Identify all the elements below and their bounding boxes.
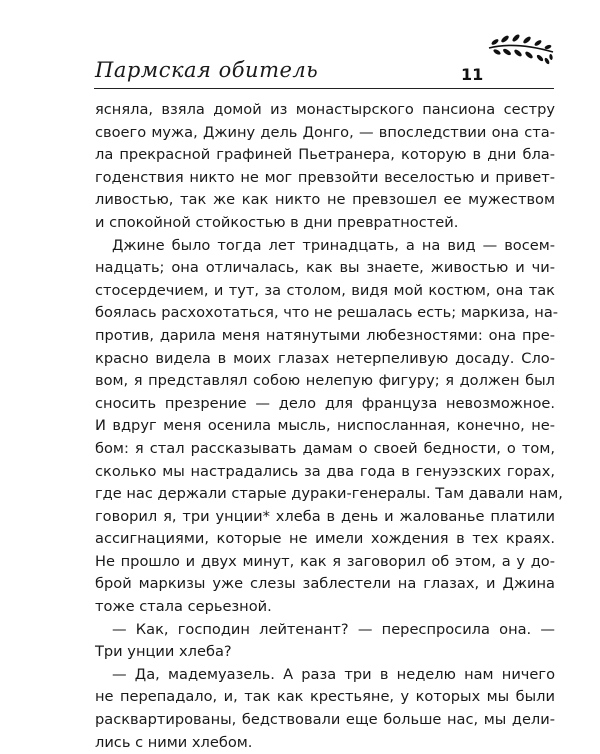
text-line: где нас держали старые дураки-генералы. Там давали нам,: [95, 485, 563, 503]
text-line: и спокойной стойкостью в дни превратностей.: [95, 213, 459, 231]
text-line: вом, я представлял собою нелепую фигуру; я должен был: [95, 372, 555, 390]
text-line: надцать; она отличалась, как вы знаете, живостью и чи-: [95, 259, 555, 277]
text-line: против, дарила меня натянутыми любезностями: она пре-: [95, 326, 555, 344]
text-line: лись с ними хлебом.: [95, 733, 253, 751]
text-line: говорил я, три унции* хлеба в день и жалованье платили: [95, 507, 555, 525]
text-line: своего мужа, Джину дель Донго, — впоследствии она ста-: [95, 123, 555, 141]
header-rule: [94, 88, 554, 89]
text-line: — Да, мадемуазель. А раза три в неделю нам ничего: [112, 665, 555, 683]
running-title: Пармская обитель: [95, 58, 319, 82]
text-line: красно видела в моих глазах нетерпеливую досаду. Сло-: [95, 349, 555, 367]
text-line: сносить презрение — дело для француза невозможное.: [95, 394, 555, 412]
page-number: 11: [461, 65, 484, 84]
text-line: ассигнациями, которые не имели хождения в тех краях.: [95, 530, 555, 548]
text-line: стосердечием, и тут, за столом, видя мой костюм, она так: [95, 281, 555, 299]
text-line: Три унции хлеба?: [95, 643, 232, 661]
text-line: — Как, господин лейтенант? — переспросила она. —: [112, 620, 555, 638]
laurel-branch-icon: [487, 30, 555, 70]
text-line: ясняла, взяла домой из монастырского пансиона сестру: [95, 101, 555, 118]
text-line: ла прекрасной графиней Пьетранера, которую в дни бла-: [95, 146, 555, 164]
text-line: Джине было тогда лет тринадцать, а на вид — восем-: [112, 236, 555, 254]
text-line: не перепадало, и, так как крестьяне, у которых мы были: [95, 688, 555, 706]
text-line: брой маркизы уже слезы заблестели на глазах, и Джина: [95, 575, 555, 593]
text-line: ливостью, так же как никто не превзошел ее мужеством: [95, 191, 555, 209]
text-line: бом: я стал рассказывать дамам о своей бедности, о том,: [95, 439, 555, 457]
text-line: годенствия никто не мог превзойти веселостью и привет-: [95, 168, 555, 186]
text-line: сколько мы настрадались за два года в генуэзских горах,: [95, 462, 555, 480]
text-line: И вдруг меня осенила мысль, ниспосланная, конечно, не-: [95, 417, 555, 435]
body-text: [95, 99, 563, 754]
text-line: расквартированы, бедствовали еще больше нас, мы дели-: [95, 711, 555, 729]
text-line: Не прошло и двух минут, как я заговорил об этом, а у до-: [95, 552, 555, 570]
text-line: боялась расхохотаться, что не решалась есть; маркиза, на-: [95, 304, 559, 322]
text-line: тоже стала серьезной.: [95, 598, 272, 616]
